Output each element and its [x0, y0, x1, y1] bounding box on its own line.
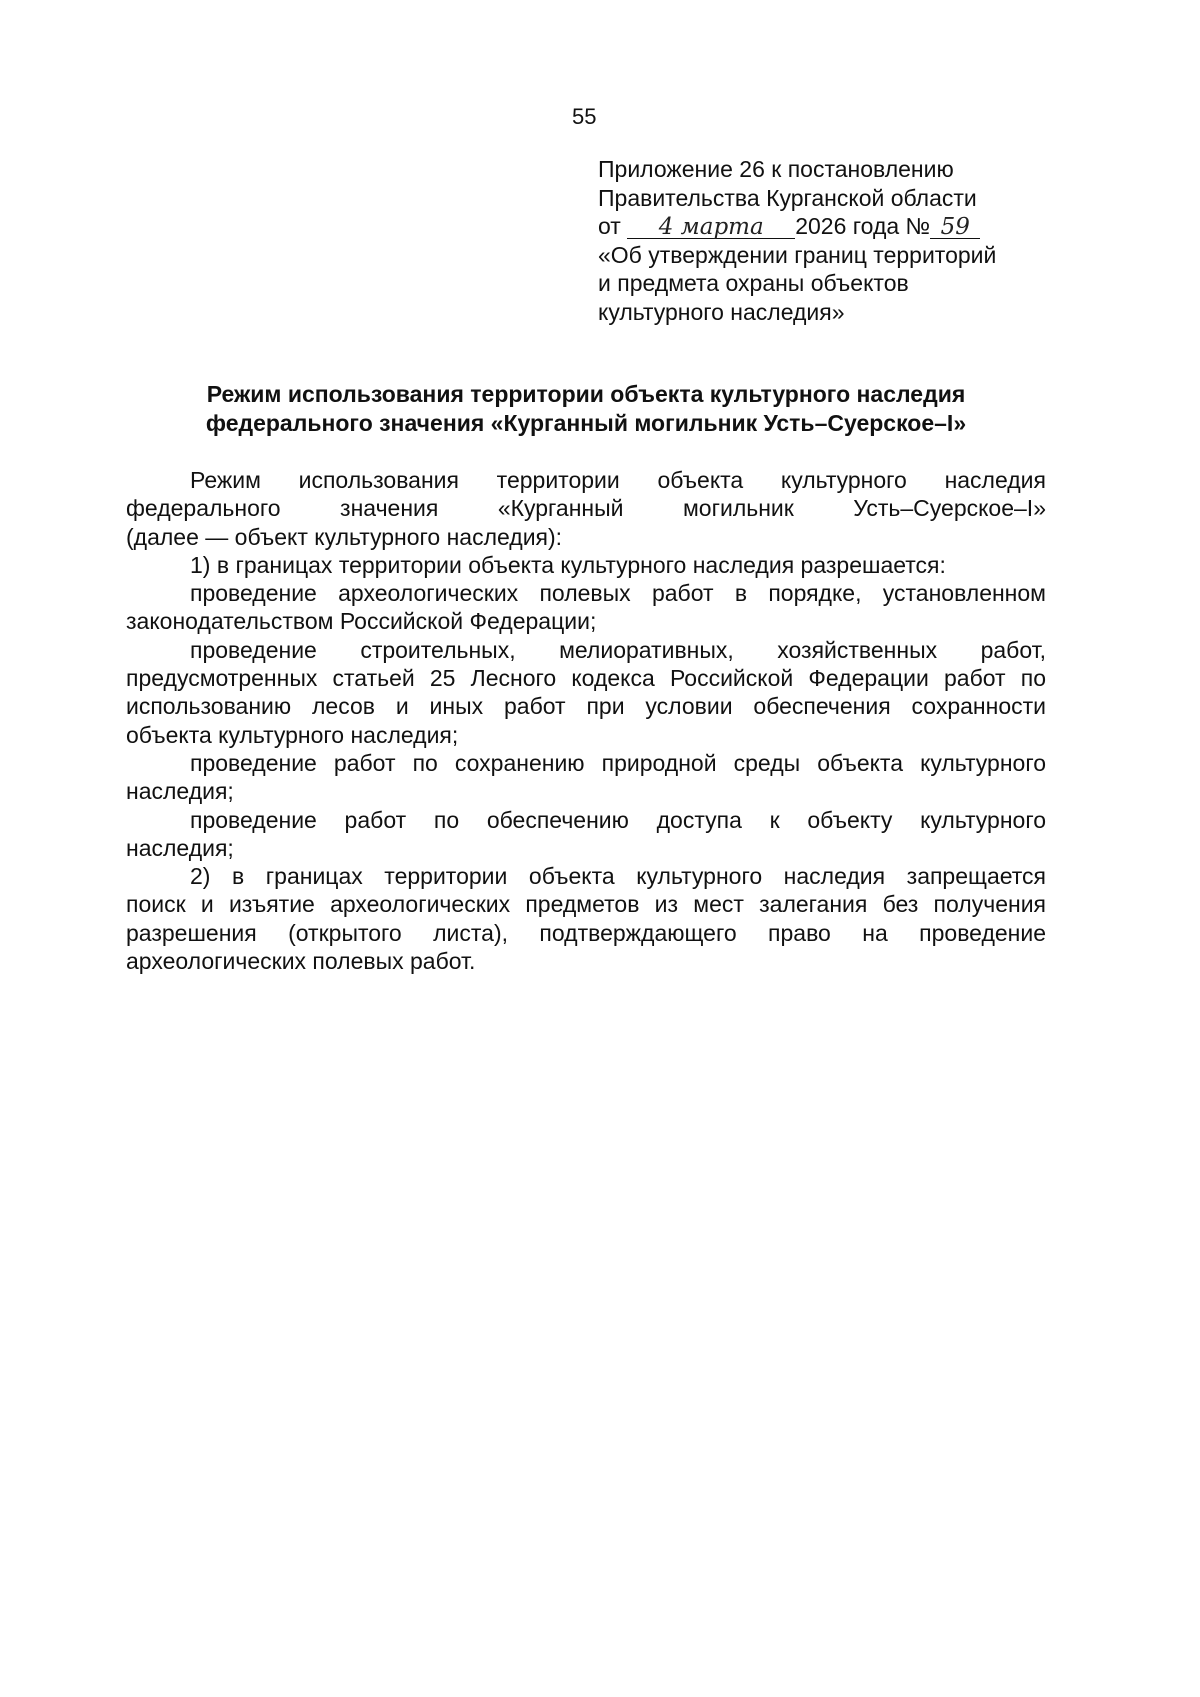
body-line: проведение работ по обеспечению доступа к объекту культурного	[190, 806, 1046, 833]
document-title	[126, 380, 1046, 437]
page-number: 55	[572, 104, 597, 129]
body-line: федерального значения «Курганный могильник Усть–Суерское–I»	[126, 495, 1046, 522]
body-line: поиск и изъятие археологических предметов из мест залегания без получения	[126, 891, 1046, 918]
body-line: наследия;	[126, 834, 234, 861]
header-line: Правительства Курганской области	[598, 184, 977, 211]
body-line: Режим использования территории объекта культурного наследия	[190, 467, 1046, 493]
header-prefix: от	[598, 213, 621, 239]
body-line: археологических полевых работ.	[126, 948, 476, 975]
handwritten-number: 59	[930, 216, 980, 239]
body-line: разрешения (открытого листа), подтверждающего право на проведение	[126, 919, 1046, 946]
body-line: наследия;	[126, 778, 234, 805]
handwritten-date: 4 марта	[627, 216, 795, 239]
header-line: Приложение 26 к постановлению	[598, 156, 954, 182]
appendix-header	[598, 155, 996, 326]
body-line: законодательством Российской Федерации;	[126, 608, 597, 635]
body-line: проведение археологических полевых работ в порядке, установленном	[190, 580, 1046, 607]
title-line: федерального значения «Курганный могильник Усть–Суерское–I»	[205, 409, 967, 436]
header-line: и предмета охраны объектов	[598, 270, 909, 296]
body-line: проведение работ по сохранению природной среды объекта культурного	[190, 749, 1046, 776]
header-line: «Об утверждении границ территорий	[598, 241, 997, 268]
header-date-line	[598, 212, 996, 241]
header-line: культурного наследия»	[598, 298, 845, 325]
header-year: 2026 года №	[795, 213, 931, 239]
document-body	[126, 466, 1046, 975]
body-line: предусмотренных статьей 25 Лесного кодекса Российской Федерации работ по	[126, 665, 1046, 692]
body-line: 2) в границах территории объекта культурного наследия запрещается	[190, 863, 1046, 890]
body-line: (далее — объект культурного наследия):	[126, 523, 563, 550]
body-line: 1) в границах территории объекта культурного наследия разрешается:	[190, 551, 946, 578]
body-line: объекта культурного наследия;	[126, 721, 459, 748]
body-line: использованию лесов и иных работ при условии обеспечения сохранности	[126, 693, 1046, 720]
title-line: Режим использования территории объекта культурного наследия	[206, 381, 966, 407]
body-line: проведение строительных, мелиоративных, хозяйственных работ,	[190, 636, 1046, 663]
